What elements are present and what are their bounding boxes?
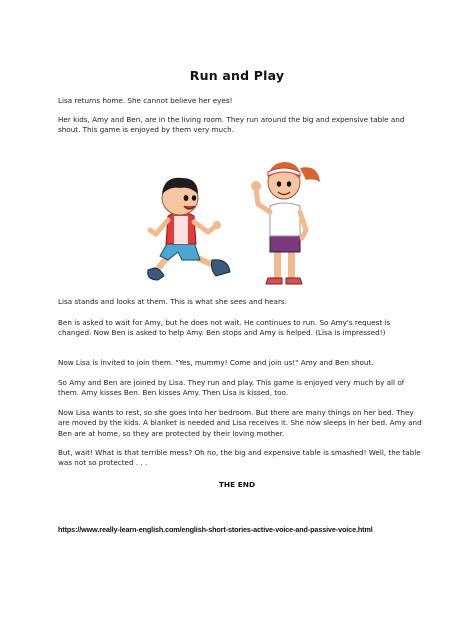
waving-girl-figure xyxy=(251,162,320,284)
kids-illustration xyxy=(138,142,338,290)
paragraph-2: Her kids, Amy and Ben, are in the living room. They run around the big and expensive table and shout. This game is enjoyed by them very much. xyxy=(58,115,405,135)
paragraph-7: Now Lisa wants to rest, so she goes into her bedroom. But there are many things on her bed. They are moved by the kids. A blanket is needed and Lisa receives it. She now sleeps in her bed. Amy and Ben are at home, so they are protected by their loving mother. xyxy=(58,408,422,438)
paragraph-4: Ben is asked to wait for Amy, but he does not wait. He continues to run. So Amy's request is changed. Now Ben is asked to help Amy. Ben stops and Amy is helped. (Lisa is impressed!) xyxy=(58,318,391,338)
running-boy-figure xyxy=(148,178,230,280)
paragraph-1: Lisa returns home. She cannot believe her eyes! xyxy=(58,96,233,105)
paragraph-6: So Amy and Ben are joined by Lisa. They run and play. This game is enjoyed very much by all of them. Amy kisses Ben. Ben kisses Amy. Then Lisa is kissed, too. xyxy=(58,378,405,398)
source-url-link[interactable]: https://www.really-learn-english.com/english-short-stories-active-voice-and-passive-voice.html xyxy=(58,525,373,534)
paragraph-8: But, wait! What is that terrible mess? Oh no, the big and expensive table is smashed! Well, the table was not so protected . . . xyxy=(58,448,421,468)
story-title: Run and Play xyxy=(189,68,285,83)
the-end-label: THE END xyxy=(218,480,256,489)
paragraph-5: Now Lisa is invited to join them. "Yes, mummy! Come and join us!" Amy and Ben shout. xyxy=(58,358,374,367)
paragraph-3: Lisa stands and looks at them. This is what she sees and hears: xyxy=(58,297,288,306)
